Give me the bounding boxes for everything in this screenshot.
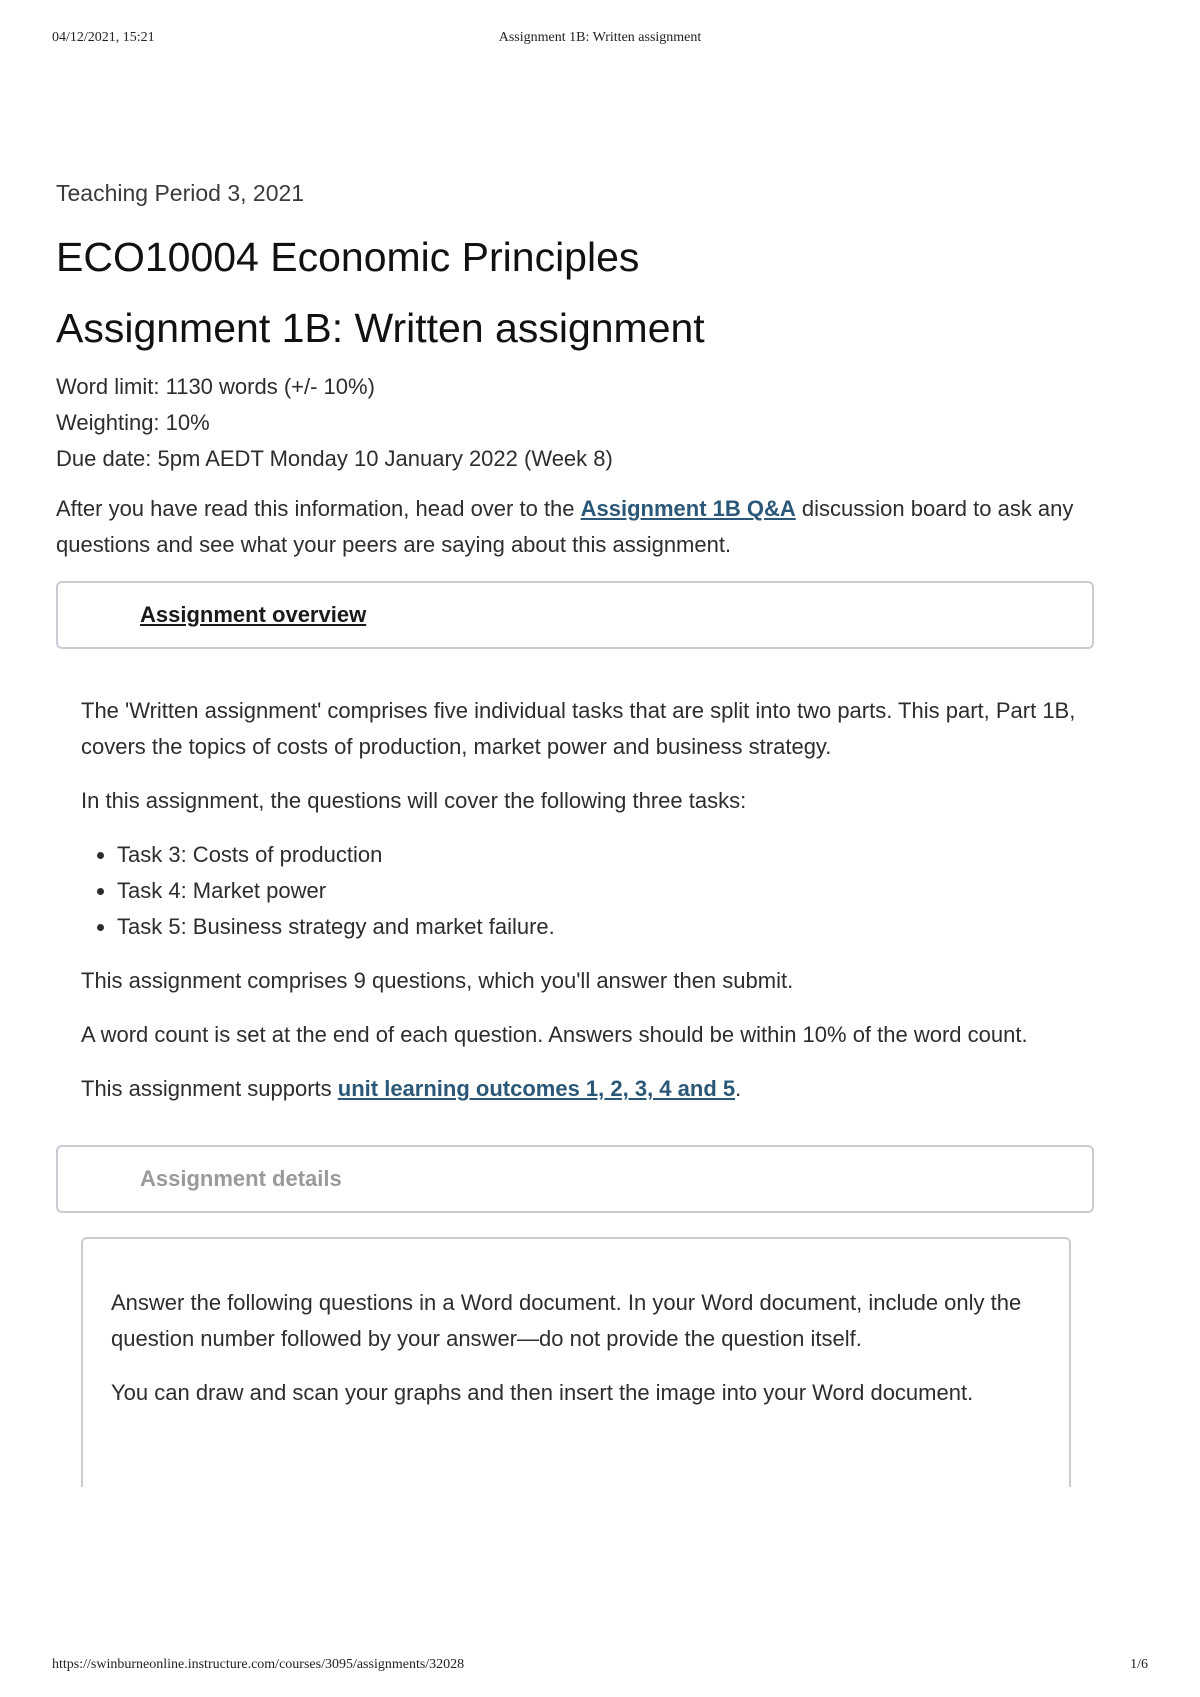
details-paragraph-1: Answer the following questions in a Word document. In your Word document, include only the question number followed by your answer—do not provide the question itself. xyxy=(111,1290,1022,1352)
outcomes-text-after: . xyxy=(735,1076,742,1102)
learning-outcomes-link[interactable]: unit learning outcomes 1, 2, 3, 4 and 5 xyxy=(337,1076,736,1102)
task-list xyxy=(81,837,1081,945)
assignment-overview-heading[interactable]: Assignment overview xyxy=(140,602,367,628)
print-header xyxy=(52,30,1148,50)
print-page-number: 1/6 xyxy=(1130,1657,1148,1672)
assignment-overview-accordion[interactable] xyxy=(56,581,1094,649)
assignment-details-accordion[interactable] xyxy=(56,1145,1094,1213)
print-datetime: 04/12/2021, 15:21 xyxy=(52,30,155,45)
assignment-details-heading[interactable]: Assignment details xyxy=(140,1166,342,1192)
word-limit: Word limit: 1130 words (+/- 10%) xyxy=(56,374,375,400)
overview-paragraph-4: A word count is set at the end of each question. Answers should be within 10% of the word count. xyxy=(81,1022,1028,1048)
main-content xyxy=(56,180,1096,1487)
course-title: ECO10004 Economic Principles xyxy=(56,234,640,280)
overview-paragraph-3: This assignment comprises 9 questions, which you'll answer then submit. xyxy=(81,968,794,994)
intro-text-after: discussion board to ask any questions and see what your peers are saying about this assignment. xyxy=(56,496,1074,558)
list-item: • Task 5: Business strategy and market failure. xyxy=(117,909,1081,945)
overview-paragraph-1: The 'Written assignment' comprises five individual tasks that are split into two parts. This part, Part 1B, covers the topics of costs of production, market power and business strategy. xyxy=(81,698,1076,760)
assignment-meta xyxy=(56,369,1096,477)
due-date: Due date: 5pm AEDT Monday 10 January 2022 (Week 8) xyxy=(56,446,613,472)
teaching-period: Teaching Period 3, 2021 xyxy=(56,180,305,206)
intro-paragraph xyxy=(56,491,1096,563)
list-item: • Task 4: Market power xyxy=(117,873,1081,909)
overview-paragraph-2: In this assignment, the questions will cover the following three tasks: xyxy=(81,788,747,814)
details-paragraph-2: You can draw and scan your graphs and then insert the image into your Word document. xyxy=(111,1380,974,1406)
details-panel xyxy=(81,1237,1071,1487)
intro-text-before: After you have read this information, head over to the xyxy=(56,496,581,522)
qa-discussion-link[interactable]: Assignment 1B Q&A xyxy=(580,496,796,522)
overview-panel xyxy=(56,649,1081,1107)
weighting: Weighting: 10% xyxy=(56,410,210,436)
print-url: https://swinburneonline.instructure.com/courses/3095/assignments/32028 xyxy=(52,1657,465,1672)
list-item: • Task 3: Costs of production xyxy=(117,837,1081,873)
outcomes-text-before: This assignment supports xyxy=(81,1076,338,1102)
assignment-title: Assignment 1B: Written assignment xyxy=(56,305,705,352)
print-footer xyxy=(52,1657,1148,1677)
learning-outcomes-paragraph xyxy=(81,1071,1081,1107)
print-page-title: Assignment 1B: Written assignment xyxy=(498,30,702,45)
